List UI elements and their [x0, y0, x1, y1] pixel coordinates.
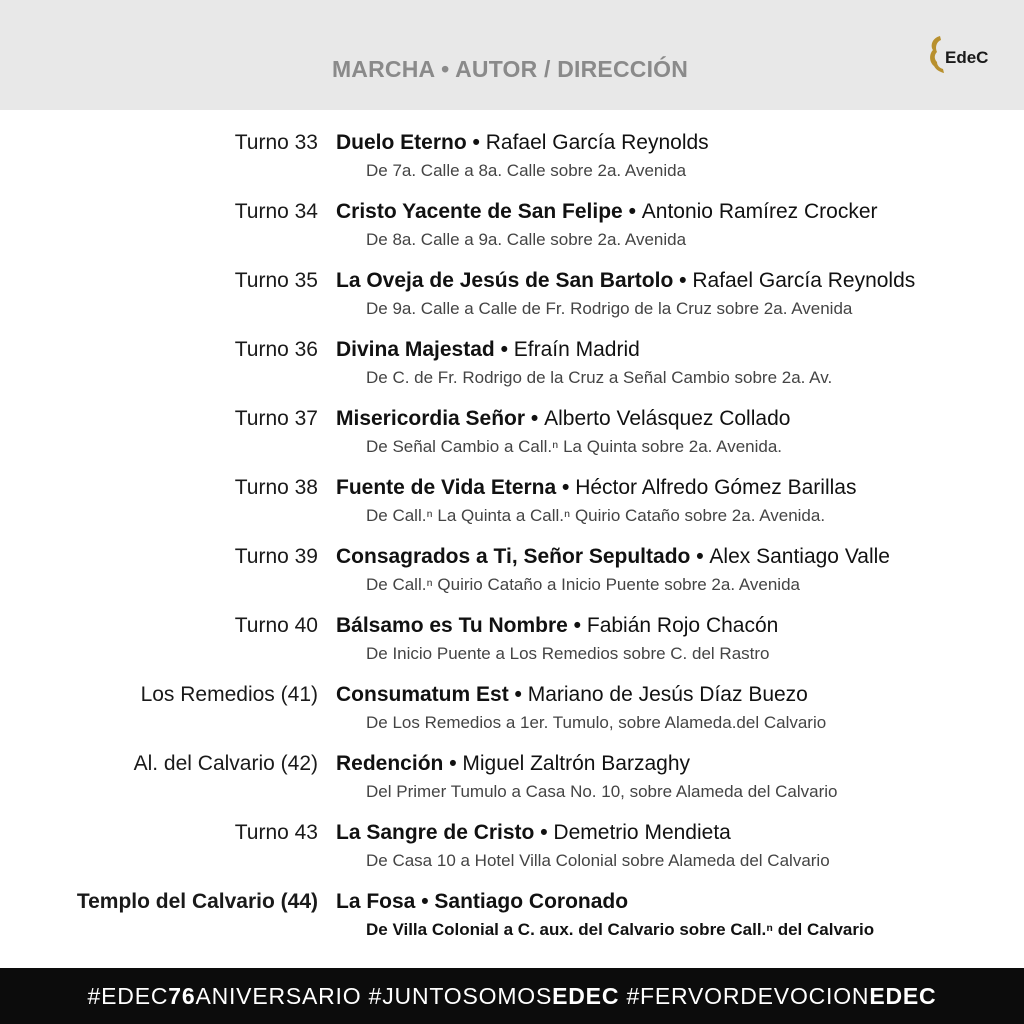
hashtag-aniversario: #EDEC76ANIVERSARIO: [87, 983, 362, 1009]
march-author: Rafael García Reynolds: [485, 131, 709, 154]
march-row: [0, 266, 1024, 328]
separator-dot: •: [673, 269, 693, 292]
march-author: Santiago Coronado: [434, 890, 629, 913]
route-text: De 7a. Calle a 8a. Calle sobre 2a. Avenida: [366, 161, 687, 180]
turn-label: Turno 37: [234, 407, 318, 430]
turn-label: Turno 38: [234, 476, 318, 499]
march-row: [0, 680, 1024, 742]
turn-label: Turno 33: [234, 131, 318, 154]
march-row: [0, 542, 1024, 604]
route-text: De Inicio Puente a Los Remedios sobre C. del Rastro: [366, 644, 770, 663]
route-text: De Los Remedios a 1er. Tumulo, sobre Alameda.del Calvario: [366, 713, 827, 732]
march-name: Duelo Eterno: [336, 131, 467, 154]
separator-dot: •: [690, 545, 710, 568]
header-band: [0, 0, 1024, 110]
turn-label: Turno 43: [234, 821, 318, 844]
route-text: De Casa 10 a Hotel Villa Colonial sobre Alameda del Calvario: [366, 851, 830, 870]
route-text: De 9a. Calle a Calle de Fr. Rodrigo de la Cruz sobre 2a. Avenida: [366, 299, 853, 318]
march-author: Alex Santiago Valle: [709, 545, 890, 568]
march-name: Misericordia Señor: [336, 407, 526, 430]
march-name: Consumatum Est: [336, 683, 509, 706]
logo-text: EdeC: [945, 48, 989, 67]
separator-dot: •: [466, 131, 486, 154]
march-author: Mariano de Jesús Díaz Buezo: [527, 683, 808, 706]
route-text: De 8a. Calle a 9a. Calle sobre 2a. Avenida: [366, 230, 687, 249]
route-text: Del Primer Tumulo a Casa No. 10, sobre Alameda del Calvario: [366, 782, 838, 801]
march-author: Miguel Zaltrón Barzaghy: [462, 752, 690, 775]
march-row: [0, 404, 1024, 466]
march-row: [0, 473, 1024, 535]
turn-label: Turno 35: [234, 269, 318, 292]
march-line: [336, 614, 778, 638]
march-row: [0, 749, 1024, 811]
march-line: [336, 890, 628, 914]
march-line: [336, 131, 709, 155]
turn-label: Turno 40: [234, 614, 318, 637]
turn-label: Turno 36: [234, 338, 318, 361]
route-text: De Call.ⁿ La Quinta a Call.ⁿ Quirio Cataño sobre 2a. Avenida.: [366, 506, 826, 525]
separator-dot: •: [534, 821, 554, 844]
turn-label: Al. del Calvario (42): [133, 752, 318, 775]
march-line: [336, 752, 690, 776]
march-line: [336, 338, 640, 362]
march-line: [336, 407, 790, 431]
march-row: [0, 128, 1024, 190]
hashtag-fervordevocion: #FERVORDEVOCIONEDEC: [626, 983, 937, 1009]
march-name: Fuente de Vida Eterna: [336, 476, 557, 499]
march-line: [336, 821, 731, 845]
march-name: Consagrados a Ti, Señor Sepultado: [336, 545, 691, 568]
separator-dot: •: [525, 407, 545, 430]
march-line: [336, 476, 856, 500]
march-author: Antonio Ramírez Crocker: [641, 200, 878, 223]
separator-dot: •: [415, 890, 435, 913]
turn-label: Turno 34: [234, 200, 318, 223]
march-name: La Sangre de Cristo: [336, 821, 535, 844]
edec-logo: [926, 34, 1006, 80]
march-author: Alberto Velásquez Collado: [544, 407, 791, 430]
march-line: [336, 200, 878, 224]
turn-label: Los Remedios (41): [140, 683, 318, 706]
march-name: Redención: [336, 752, 444, 775]
route-text: De Señal Cambio a Call.ⁿ La Quinta sobre 2a. Avenida.: [366, 437, 783, 456]
turn-label: Templo del Calvario (44): [76, 890, 318, 913]
hashtags: [0, 983, 1024, 1010]
separator-dot: •: [556, 476, 576, 499]
march-author: Fabián Rojo Chacón: [586, 614, 779, 637]
march-author: Héctor Alfredo Gómez Barillas: [575, 476, 857, 499]
march-author: Rafael García Reynolds: [692, 269, 916, 292]
march-row: [0, 335, 1024, 397]
separator-dot: •: [622, 200, 642, 223]
separator-dot: •: [508, 683, 528, 706]
march-row: [0, 197, 1024, 259]
march-author: Efraín Madrid: [513, 338, 640, 361]
march-row: [0, 818, 1024, 880]
march-name: La Oveja de Jesús de San Bartolo: [336, 269, 674, 292]
turn-label: Turno 39: [234, 545, 318, 568]
march-line: [336, 683, 808, 707]
separator-dot: •: [567, 614, 587, 637]
page-title: MARCHA • AUTOR / DIRECCIÓN: [331, 56, 689, 82]
march-name: La Fosa: [336, 890, 416, 913]
march-name: Divina Majestad: [336, 338, 495, 361]
march-name: Cristo Yacente de San Felipe: [336, 200, 623, 223]
march-name: Bálsamo es Tu Nombre: [336, 614, 568, 637]
route-text: De C. de Fr. Rodrigo de la Cruz a Señal Cambio sobre 2a. Av.: [366, 368, 833, 387]
route-text: De Villa Colonial a C. aux. del Calvario sobre Call.ⁿ del Calvario: [366, 920, 875, 939]
march-row: [0, 887, 1024, 949]
march-line: [336, 269, 915, 293]
march-line: [336, 545, 890, 569]
march-author: Demetrio Mendieta: [553, 821, 731, 844]
march-row: [0, 611, 1024, 673]
separator-dot: •: [494, 338, 514, 361]
hashtag-juntosomos: #JUNTOSOMOSEDEC: [368, 983, 620, 1009]
footer-band: [0, 968, 1024, 1024]
separator-dot: •: [443, 752, 463, 775]
route-text: De Call.ⁿ Quirio Cataño a Inicio Puente sobre 2a. Avenida: [366, 575, 800, 594]
